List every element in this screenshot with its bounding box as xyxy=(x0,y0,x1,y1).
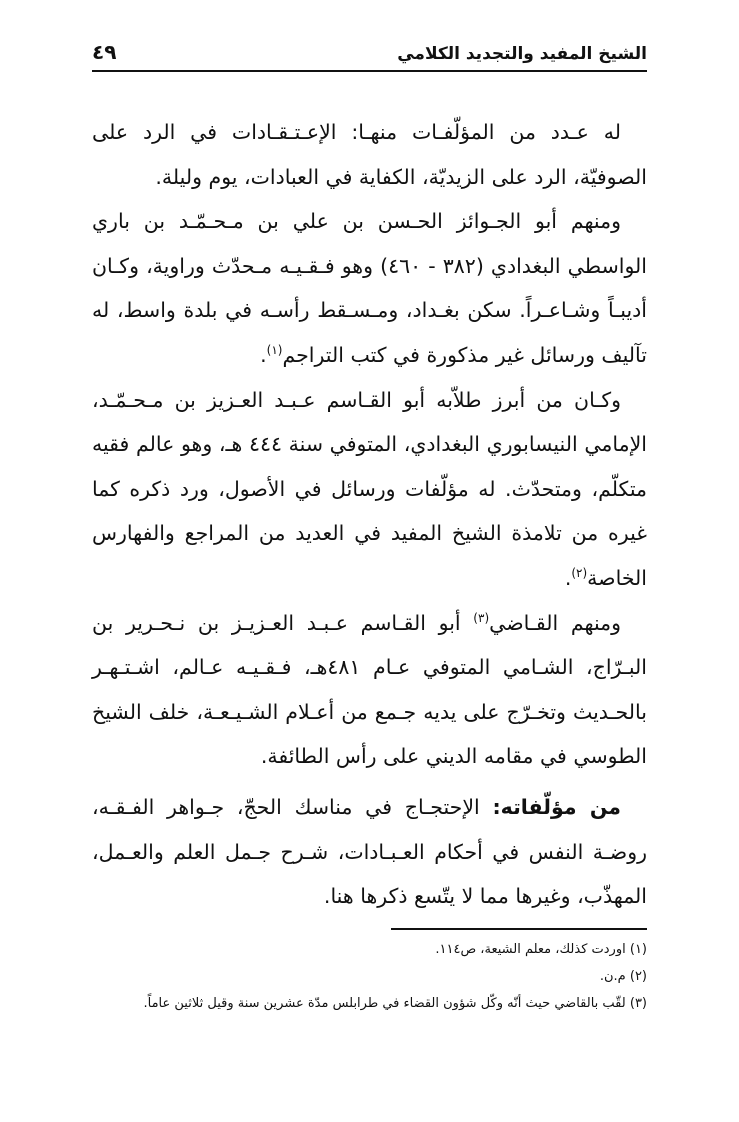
header-rule xyxy=(92,70,647,72)
paragraph-5-text: الإحتجـاج في مناسك الحجّ، جـواهر الفـقـه، روضـة النفس في أحكام العـبـادات، شـرح جـمل العلم والعـمل، المهذّب، وغيرها مما لا يتّسع ذكرها هنا. xyxy=(92,794,647,909)
paragraph-4 xyxy=(92,601,647,779)
footnote-3: (٣) لقّب بالقاضي حيث أنّه وكّل شؤون القضاء في طرابلس مدّة عشرين سنة وقيل ثلاثين عاماً. xyxy=(143,996,647,1011)
running-title: الشيخ المفيد والتجديد الكلامي xyxy=(397,44,647,64)
paragraph-3-end: . xyxy=(564,565,572,590)
body-text xyxy=(92,110,647,919)
footnote-ref-3[interactable]: (٣) xyxy=(473,610,490,625)
footnote-2: (٢) م.ن. xyxy=(599,969,647,984)
footnotes xyxy=(92,936,647,1017)
paragraph-2 xyxy=(92,199,647,377)
paragraph-2-text: ومنهم أبو الجـوائز الحـسن بن علي بن مـحـمّـد بن باري الواسطي البغدادي (٣٨٢ - ٤٦٠) وهو فـقـيـه مـحدّث وراوية، وكـان أديبـاً وشـاعـراً. سكن بغـداد، ومـسـقط رأسـه في بلدة واسط، له تآليف ورسائل غير مذكورة في كتب التراجم xyxy=(92,209,647,367)
footnote-1: (١) اوردت كذلك، معلم الشيعة، ص١١٤. xyxy=(435,942,647,957)
paragraph-3-text: وكـان من أبرز طلاّبه أبو القـاسم عـبـد العـزيز بن مـحـمّـد، الإمامي النيسابوري البغدادي، المتوفي سنة ٤٤٤ هـ، وهو عالم فقيه متكلّم، ومتحدّث. له مؤلّفات ورسائل في الأصول، ورد ذكره كما غيره من تلامذة الشيخ المفيد في العديد من المراجع والفهارس الخاصة xyxy=(92,387,647,590)
footnote-ref-1[interactable]: (١) xyxy=(266,343,283,358)
works-label: من مؤلّفاته: xyxy=(492,794,621,819)
paragraph-1 xyxy=(92,110,647,199)
paragraph-5 xyxy=(92,785,647,919)
paragraph-4-start: ومنهم القـاضي xyxy=(489,610,622,635)
paragraph-4-text: أبو القـاسم عـبـد العـزيـز بن نـحـرير بن البـرّاج، الشـامي المتوفي عـام ٤٨١هـ، فـقـيـه عـالم، اشـتـهـر بالحـديث وتخـرّج على يديه جـمع من أعـلام الشـيـعـة، خلف الشيخ الطوسي في مقامه الديني على رأس الطائفة. xyxy=(92,610,647,769)
paragraph-2-end: . xyxy=(260,342,267,367)
page-number: ٤٩ xyxy=(92,40,117,64)
paragraph-3 xyxy=(92,378,647,601)
page-header xyxy=(92,30,647,64)
footnote-rule xyxy=(391,928,647,930)
paragraph-1-text: له عـدد من المؤلّفـات منهـا: الإعـتـقـادات في الرد على الصوفيّة، الرد على الزيديّة، الكفاية في العبادات، يوم وليلة. xyxy=(92,120,647,189)
footnote-ref-2[interactable]: (٢) xyxy=(571,566,588,581)
